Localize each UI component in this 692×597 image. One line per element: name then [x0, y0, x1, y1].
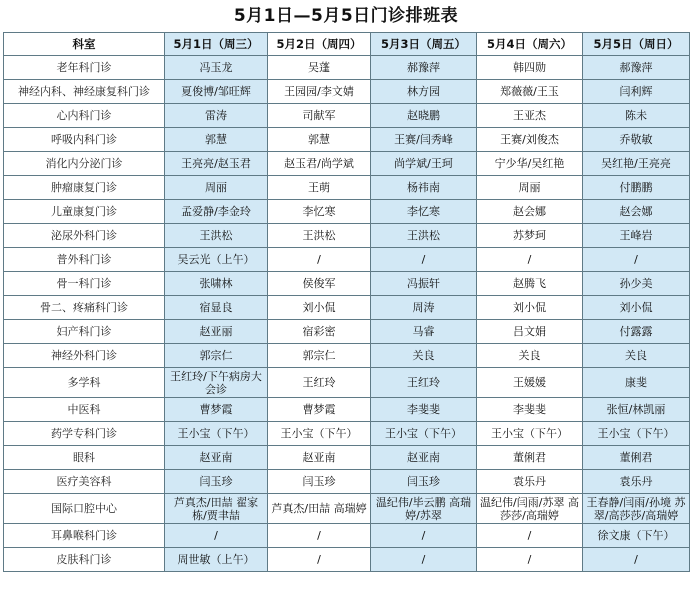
page-title: 5月1日—5月5日门诊排班表 — [233, 6, 459, 26]
schedule-cell: / — [165, 524, 268, 548]
table-row — [4, 344, 690, 368]
table-row — [4, 176, 690, 200]
schedule-cell: 郭宗仁 — [268, 344, 371, 368]
schedule-cell: 王洪松 — [268, 224, 371, 248]
schedule-cell: / — [477, 524, 583, 548]
schedule-cell: / — [371, 548, 477, 572]
dept-cell: 呼吸内科门诊 — [4, 128, 165, 152]
schedule-cell: 周世敏（上午） — [165, 548, 268, 572]
schedule-cell: 曹梦霞 — [268, 398, 371, 422]
schedule-cell: 韩四勋 — [477, 56, 583, 80]
table-row — [4, 104, 690, 128]
schedule-cell: 关良 — [583, 344, 690, 368]
schedule-cell: 王园园/李文婧 — [268, 80, 371, 104]
schedule-cell: 赵玉君/尚学斌 — [268, 152, 371, 176]
schedule-cell: 宿彩密 — [268, 320, 371, 344]
schedule-cell: 温纪伟/毕云鹏 高瑞婷/苏翠 — [371, 494, 477, 524]
schedule-cell: 闫玉珍 — [165, 470, 268, 494]
schedule-cell: 杨祎南 — [371, 176, 477, 200]
dept-cell: 眼科 — [4, 446, 165, 470]
dept-cell: 皮肤科门诊 — [4, 548, 165, 572]
table-row — [4, 524, 690, 548]
schedule-cell: 付露露 — [583, 320, 690, 344]
table-row — [4, 398, 690, 422]
schedule-cell: 郭慧 — [268, 128, 371, 152]
schedule-cell: 温纪伟/闫雨/苏翠 高莎莎/高瑞婷 — [477, 494, 583, 524]
schedule-cell: 芦真杰/田喆 高瑞婷 — [268, 494, 371, 524]
schedule-cell: 闫利辉 — [583, 80, 690, 104]
schedule-cell: 赵亚丽 — [165, 320, 268, 344]
dept-cell: 妇产科门诊 — [4, 320, 165, 344]
schedule-cell: 吴红艳/王亮亮 — [583, 152, 690, 176]
column-header-day: 5月2日（周四） — [268, 33, 371, 56]
schedule-cell: 周涛 — [371, 296, 477, 320]
schedule-cell: 苏梦珂 — [477, 224, 583, 248]
schedule-cell: 王萌 — [268, 176, 371, 200]
schedule-cell: 王红玲 — [371, 368, 477, 398]
schedule-cell: 王赛/刘俊杰 — [477, 128, 583, 152]
schedule-cell: 冯振轩 — [371, 272, 477, 296]
schedule-cell: 郝豫萍 — [583, 56, 690, 80]
table-row — [4, 296, 690, 320]
schedule-cell: 王洪松 — [371, 224, 477, 248]
table-row — [4, 128, 690, 152]
schedule-cell: 芦真杰/田喆 翟家栋/贾聿喆 — [165, 494, 268, 524]
schedule-cell: 吕文娟 — [477, 320, 583, 344]
schedule-cell: 袁乐丹 — [477, 470, 583, 494]
schedule-cell: 刘小侃 — [268, 296, 371, 320]
schedule-cell: 刘小侃 — [583, 296, 690, 320]
schedule-cell: 冯玉龙 — [165, 56, 268, 80]
schedule-cell: 李忆寒 — [268, 200, 371, 224]
schedule-cell: 陈未 — [583, 104, 690, 128]
schedule-cell: / — [268, 248, 371, 272]
schedule-body — [4, 56, 690, 572]
schedule-cell: / — [371, 524, 477, 548]
schedule-table — [3, 32, 690, 572]
schedule-cell: 吴云光（上午） — [165, 248, 268, 272]
table-row — [4, 80, 690, 104]
schedule-cell: 闫玉珍 — [268, 470, 371, 494]
schedule-cell: 王亮亮/赵玉君 — [165, 152, 268, 176]
schedule-cell: / — [268, 524, 371, 548]
schedule-cell: 刘小侃 — [477, 296, 583, 320]
schedule-cell: 王小宝（下午） — [583, 422, 690, 446]
dept-cell: 普外科门诊 — [4, 248, 165, 272]
schedule-cell: 王红玲 — [268, 368, 371, 398]
table-row — [4, 56, 690, 80]
schedule-cell: 王小宝（下午） — [268, 422, 371, 446]
table-row — [4, 494, 690, 524]
dept-cell: 国际口腔中心 — [4, 494, 165, 524]
schedule-cell: 徐文康（下午） — [583, 524, 690, 548]
schedule-cell: / — [477, 548, 583, 572]
schedule-cell: 王洪松 — [165, 224, 268, 248]
schedule-cell: 赵亚南 — [165, 446, 268, 470]
dept-cell: 神经内科、神经康复科门诊 — [4, 80, 165, 104]
schedule-cell: 吴蓬 — [268, 56, 371, 80]
dept-cell: 医疗美容科 — [4, 470, 165, 494]
schedule-cell: 王红玲/下午病房大会诊 — [165, 368, 268, 398]
table-row — [4, 320, 690, 344]
schedule-cell: / — [371, 248, 477, 272]
schedule-cell: 董俐君 — [477, 446, 583, 470]
schedule-cell: 赵会娜 — [583, 200, 690, 224]
dept-cell: 消化内分泌门诊 — [4, 152, 165, 176]
schedule-cell: / — [268, 548, 371, 572]
schedule-cell: 孙少美 — [583, 272, 690, 296]
schedule-cell: 张恒/林凯丽 — [583, 398, 690, 422]
schedule-cell: 赵亚南 — [268, 446, 371, 470]
schedule-cell: / — [477, 248, 583, 272]
schedule-cell: 周丽 — [477, 176, 583, 200]
schedule-cell: 宁少华/吴红艳 — [477, 152, 583, 176]
table-row — [4, 470, 690, 494]
column-header-day: 5月1日（周三） — [165, 33, 268, 56]
schedule-cell: 李斐斐 — [477, 398, 583, 422]
schedule-cell: 赵晓鹏 — [371, 104, 477, 128]
schedule-cell: 袁乐丹 — [583, 470, 690, 494]
dept-cell: 多学科 — [4, 368, 165, 398]
table-row — [4, 200, 690, 224]
column-header-day: 5月3日（周五） — [371, 33, 477, 56]
schedule-cell: 赵亚南 — [371, 446, 477, 470]
header-row — [4, 33, 690, 56]
schedule-cell: 郭宗仁 — [165, 344, 268, 368]
schedule-cell: 李忆寒 — [371, 200, 477, 224]
schedule-cell: 马睿 — [371, 320, 477, 344]
schedule-cell: 关良 — [371, 344, 477, 368]
table-row — [4, 422, 690, 446]
schedule-cell: 宿显良 — [165, 296, 268, 320]
schedule-cell: 闫玉珍 — [371, 470, 477, 494]
schedule-cell: 侯俊军 — [268, 272, 371, 296]
dept-cell: 药学专科门诊 — [4, 422, 165, 446]
dept-cell: 肿瘤康复门诊 — [4, 176, 165, 200]
column-header-day: 5月4日（周六） — [477, 33, 583, 56]
schedule-cell: 郝豫萍 — [371, 56, 477, 80]
schedule-cell: 乔敬敏 — [583, 128, 690, 152]
schedule-cell: 雷涛 — [165, 104, 268, 128]
schedule-cell: 王亚杰 — [477, 104, 583, 128]
schedule-cell: 周丽 — [165, 176, 268, 200]
table-row — [4, 548, 690, 572]
table-row — [4, 248, 690, 272]
schedule-cell: 付鹏鹏 — [583, 176, 690, 200]
schedule-cell: 康斐 — [583, 368, 690, 398]
dept-cell: 神经外科门诊 — [4, 344, 165, 368]
dept-cell: 骨一科门诊 — [4, 272, 165, 296]
schedule-cell: 尚学斌/王珂 — [371, 152, 477, 176]
dept-cell: 儿童康复门诊 — [4, 200, 165, 224]
dept-cell: 中医科 — [4, 398, 165, 422]
schedule-cell: 林方园 — [371, 80, 477, 104]
schedule-cell: 王小宝（下午） — [371, 422, 477, 446]
schedule-cell: 司献军 — [268, 104, 371, 128]
dept-cell: 耳鼻喉科门诊 — [4, 524, 165, 548]
schedule-cell: 关良 — [477, 344, 583, 368]
schedule-cell: 王媛媛 — [477, 368, 583, 398]
schedule-cell: 李斐斐 — [371, 398, 477, 422]
table-row — [4, 152, 690, 176]
schedule-cell: 张啸林 — [165, 272, 268, 296]
schedule-cell: / — [583, 548, 690, 572]
schedule-cell: 王峰岩 — [583, 224, 690, 248]
table-row — [4, 272, 690, 296]
schedule-cell: / — [583, 248, 690, 272]
schedule-cell: 王赛/闫秀峰 — [371, 128, 477, 152]
schedule-cell: 王小宝（下午） — [165, 422, 268, 446]
dept-cell: 心内科门诊 — [4, 104, 165, 128]
schedule-cell: 孟爱静/李金玲 — [165, 200, 268, 224]
schedule-cell: 郑薇薇/王玉 — [477, 80, 583, 104]
column-header-day: 5月5日（周日） — [583, 33, 690, 56]
table-row — [4, 368, 690, 398]
schedule-cell: 曹梦霞 — [165, 398, 268, 422]
schedule-cell: 王小宝（下午） — [477, 422, 583, 446]
dept-cell: 骨二、疼痛科门诊 — [4, 296, 165, 320]
column-header-dept: 科室 — [4, 33, 165, 56]
table-row — [4, 224, 690, 248]
schedule-cell: 赵会娜 — [477, 200, 583, 224]
dept-cell: 老年科门诊 — [4, 56, 165, 80]
schedule-cell: 赵腾飞 — [477, 272, 583, 296]
schedule-cell: 董俐君 — [583, 446, 690, 470]
schedule-cell: 郭慧 — [165, 128, 268, 152]
dept-cell: 泌尿外科门诊 — [4, 224, 165, 248]
schedule-cell: 夏俊博/邹旺辉 — [165, 80, 268, 104]
table-row — [4, 446, 690, 470]
schedule-cell: 王春静/闫雨/孙境 苏翠/高莎莎/高瑞婷 — [583, 494, 690, 524]
